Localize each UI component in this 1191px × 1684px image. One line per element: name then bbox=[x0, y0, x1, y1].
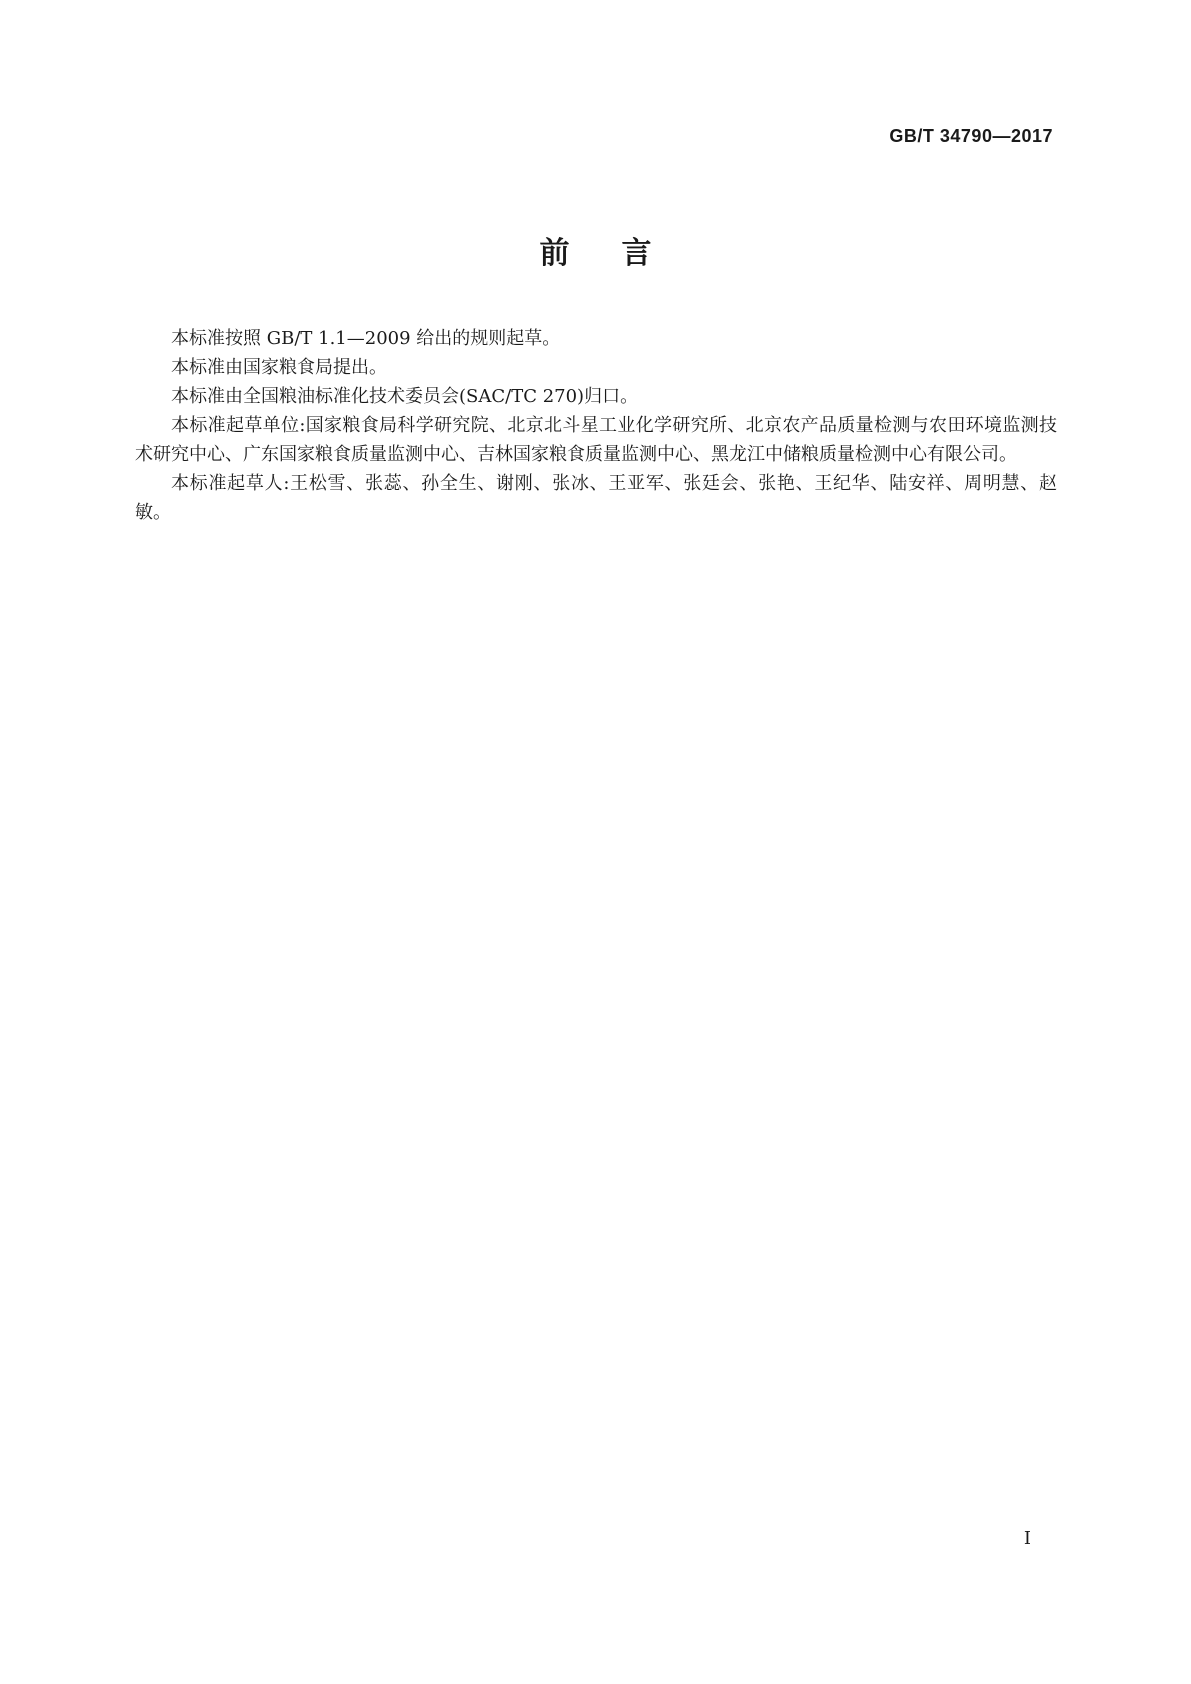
paragraph-drafting-units: 本标准起草单位:国家粮食局科学研究院、北京北斗星工业化学研究所、北京农产品质量检测与农田环境监测技术研究中心、广东国家粮食质量监测中心、吉林国家粮食质量监测中心、黑龙江中储粮质量检测中心有限公司。 bbox=[135, 415, 1057, 465]
paragraph-proposer: 本标准由国家粮食局提出。 bbox=[171, 357, 387, 378]
standard-code: GB/T 34790—2017 bbox=[889, 126, 1053, 146]
paragraph-drafting-rules: 本标准按照 GB/T 1.1—2009 给出的规则起草。 bbox=[171, 328, 561, 349]
paragraph-committee: 本标准由全国粮油标准化技术委员会(SAC/TC 270)归口。 bbox=[171, 386, 639, 407]
page-title: 前言 bbox=[539, 236, 704, 271]
page-number: I bbox=[1023, 1528, 1031, 1549]
paragraph-drafters: 本标准起草人:王松雪、张蕊、孙全生、谢刚、张冰、王亚军、张廷会、张艳、王纪华、陆安祥、周明慧、赵敏。 bbox=[135, 473, 1057, 523]
foreword-body bbox=[135, 324, 1057, 527]
